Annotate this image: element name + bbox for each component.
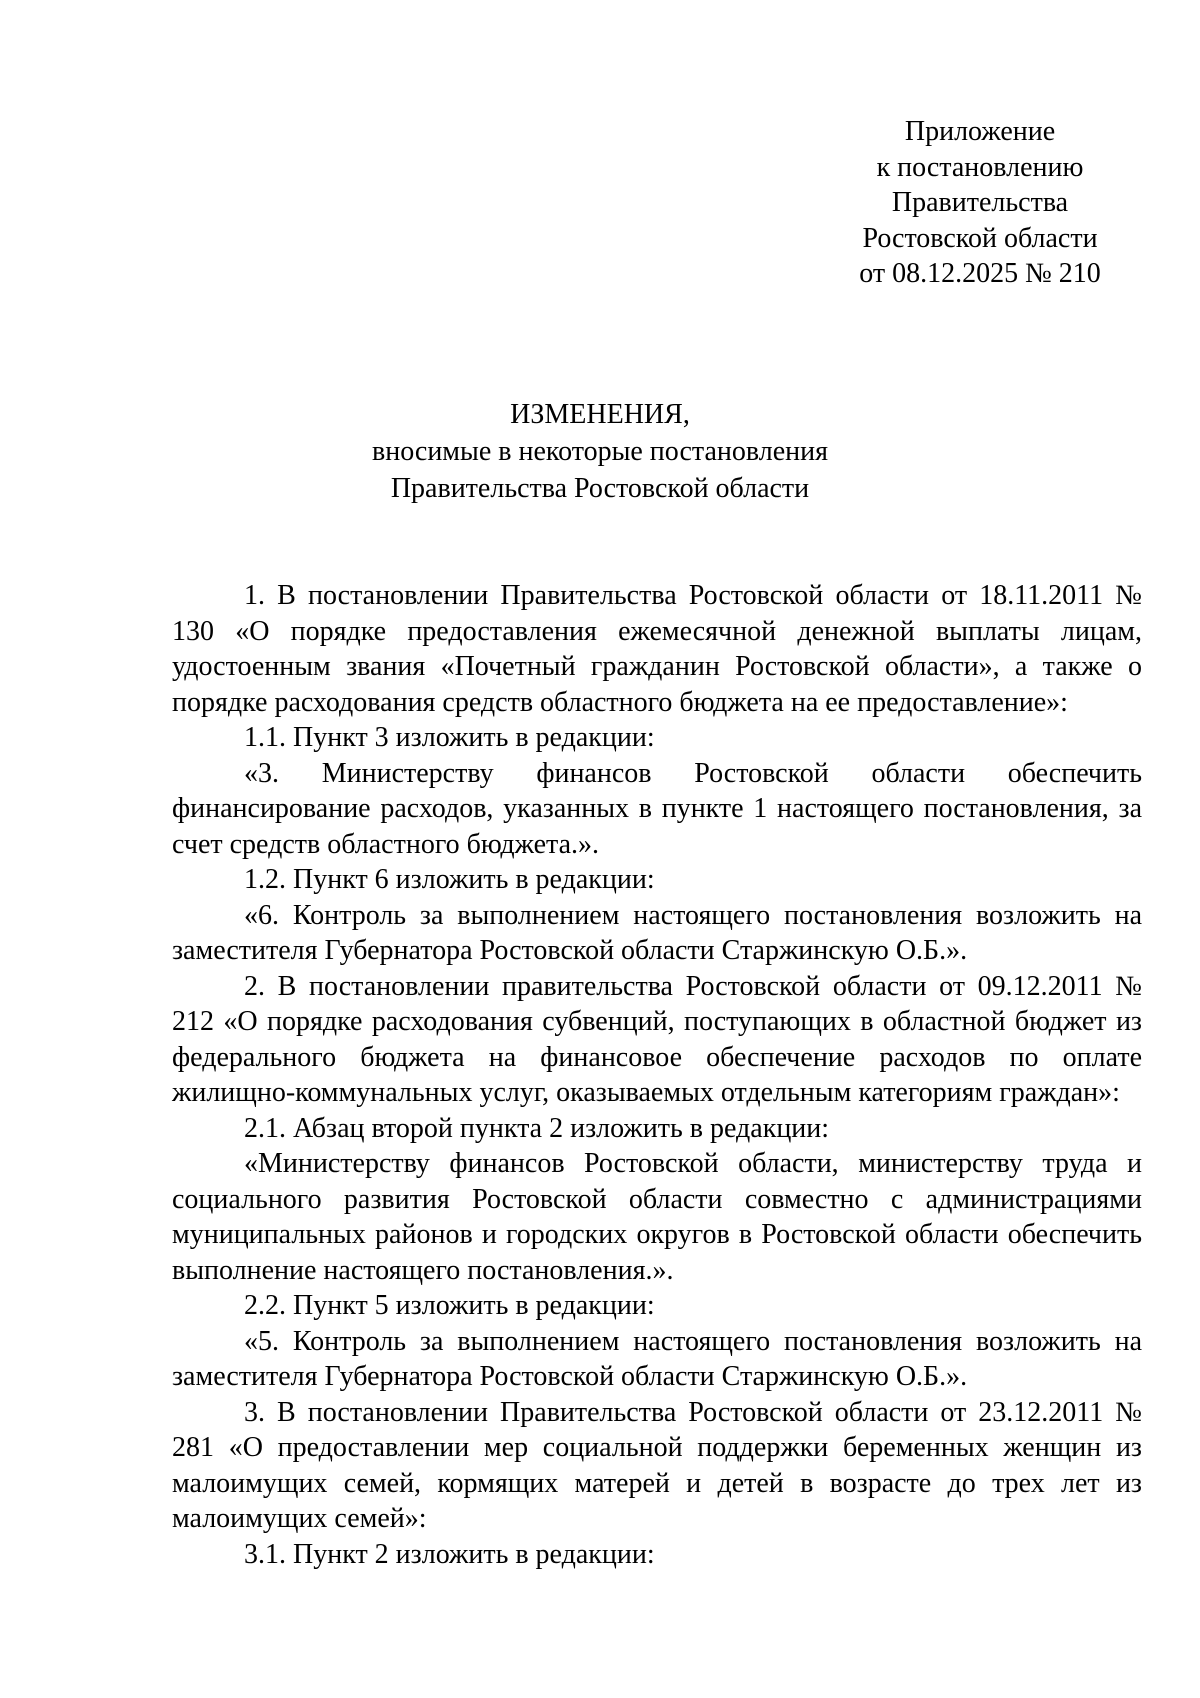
appendix-region: Ростовской области xyxy=(862,222,1098,254)
paragraph-1-2-text: «6. Контроль за выполнением настоящего постановления возложить на заместителя Губернатора Ростовской области Старжинскую О.Б.». xyxy=(172,899,1142,966)
paragraph-2-1-text: «Министерству финансов Ростовской области, министерству труда и социального развития Ростовской области совместно с администрациями муниципальных районов и городских округов в Ростовской области обеспечить выполнение настоящего постановления.». xyxy=(172,1148,1142,1286)
appendix-date-number: от 08.12.2025 № 210 xyxy=(859,258,1101,289)
paragraph-1-1-text: «3. Министерству финансов Ростовской области обеспечить финансирование расходов, указанных в пункте 1 настоящего постановления, за счет средств областного бюджета.». xyxy=(172,757,1142,860)
appendix-resolution-ref: к постановлению xyxy=(876,151,1084,183)
title-subtitle-line2: Правительства Ростовской области xyxy=(390,473,810,504)
document-title xyxy=(0,396,1200,507)
paragraph-2-2-text: «5. Контроль за выполнением настоящего постановления возложить на заместителя Губернатора Ростовской области Старжинскую О.Б.». xyxy=(172,1325,1142,1392)
appendix-header xyxy=(820,114,1140,292)
appendix-label: Приложение xyxy=(904,116,1056,147)
paragraph-2: 2. В постановлении правительства Ростовской области от 09.12.2011 № 212 «О порядке расходования субвенций, поступающих в областной бюджет из федерального бюджета на финансовое обеспечение расходов по оплате жилищно-коммунальных услуг, оказываемых отдельным категориям граждан»: xyxy=(172,970,1142,1108)
paragraph-2-2: 2.2. Пункт 5 изложить в редакции: xyxy=(244,1290,655,1321)
paragraph-3: 3. В постановлении Правительства Ростовской области от 23.12.2011 № 281 «О предоставлении мер социальной поддержки беременных женщин из малоимущих семей, кормящих матерей и детей в возрасте до трех лет из малоимущих семей»: xyxy=(172,1396,1142,1534)
title-subtitle-line1: вносимые в некоторые постановления xyxy=(371,436,829,467)
paragraph-1: 1. В постановлении Правительства Ростовской области от 18.11.2011 № 130 «О порядке предоставления ежемесячной денежной выплаты лицам, удостоенным звания «Почетный гражданин Ростовской области», а также о порядке расходования средств областного бюджета на ее предоставление»: xyxy=(172,580,1142,718)
paragraph-1-2: 1.2. Пункт 6 изложить в редакции: xyxy=(244,864,655,895)
document-body xyxy=(172,578,1142,1572)
paragraph-2-1: 2.1. Абзац второй пункта 2 изложить в редакции: xyxy=(244,1112,830,1144)
paragraph-3-1: 3.1. Пункт 2 изложить в редакции: xyxy=(244,1538,655,1570)
appendix-government: Правительства xyxy=(891,187,1069,218)
paragraph-1-1: 1.1. Пункт 3 изложить в редакции: xyxy=(244,722,655,753)
title-heading: ИЗМЕНЕНИЯ, xyxy=(510,399,690,430)
